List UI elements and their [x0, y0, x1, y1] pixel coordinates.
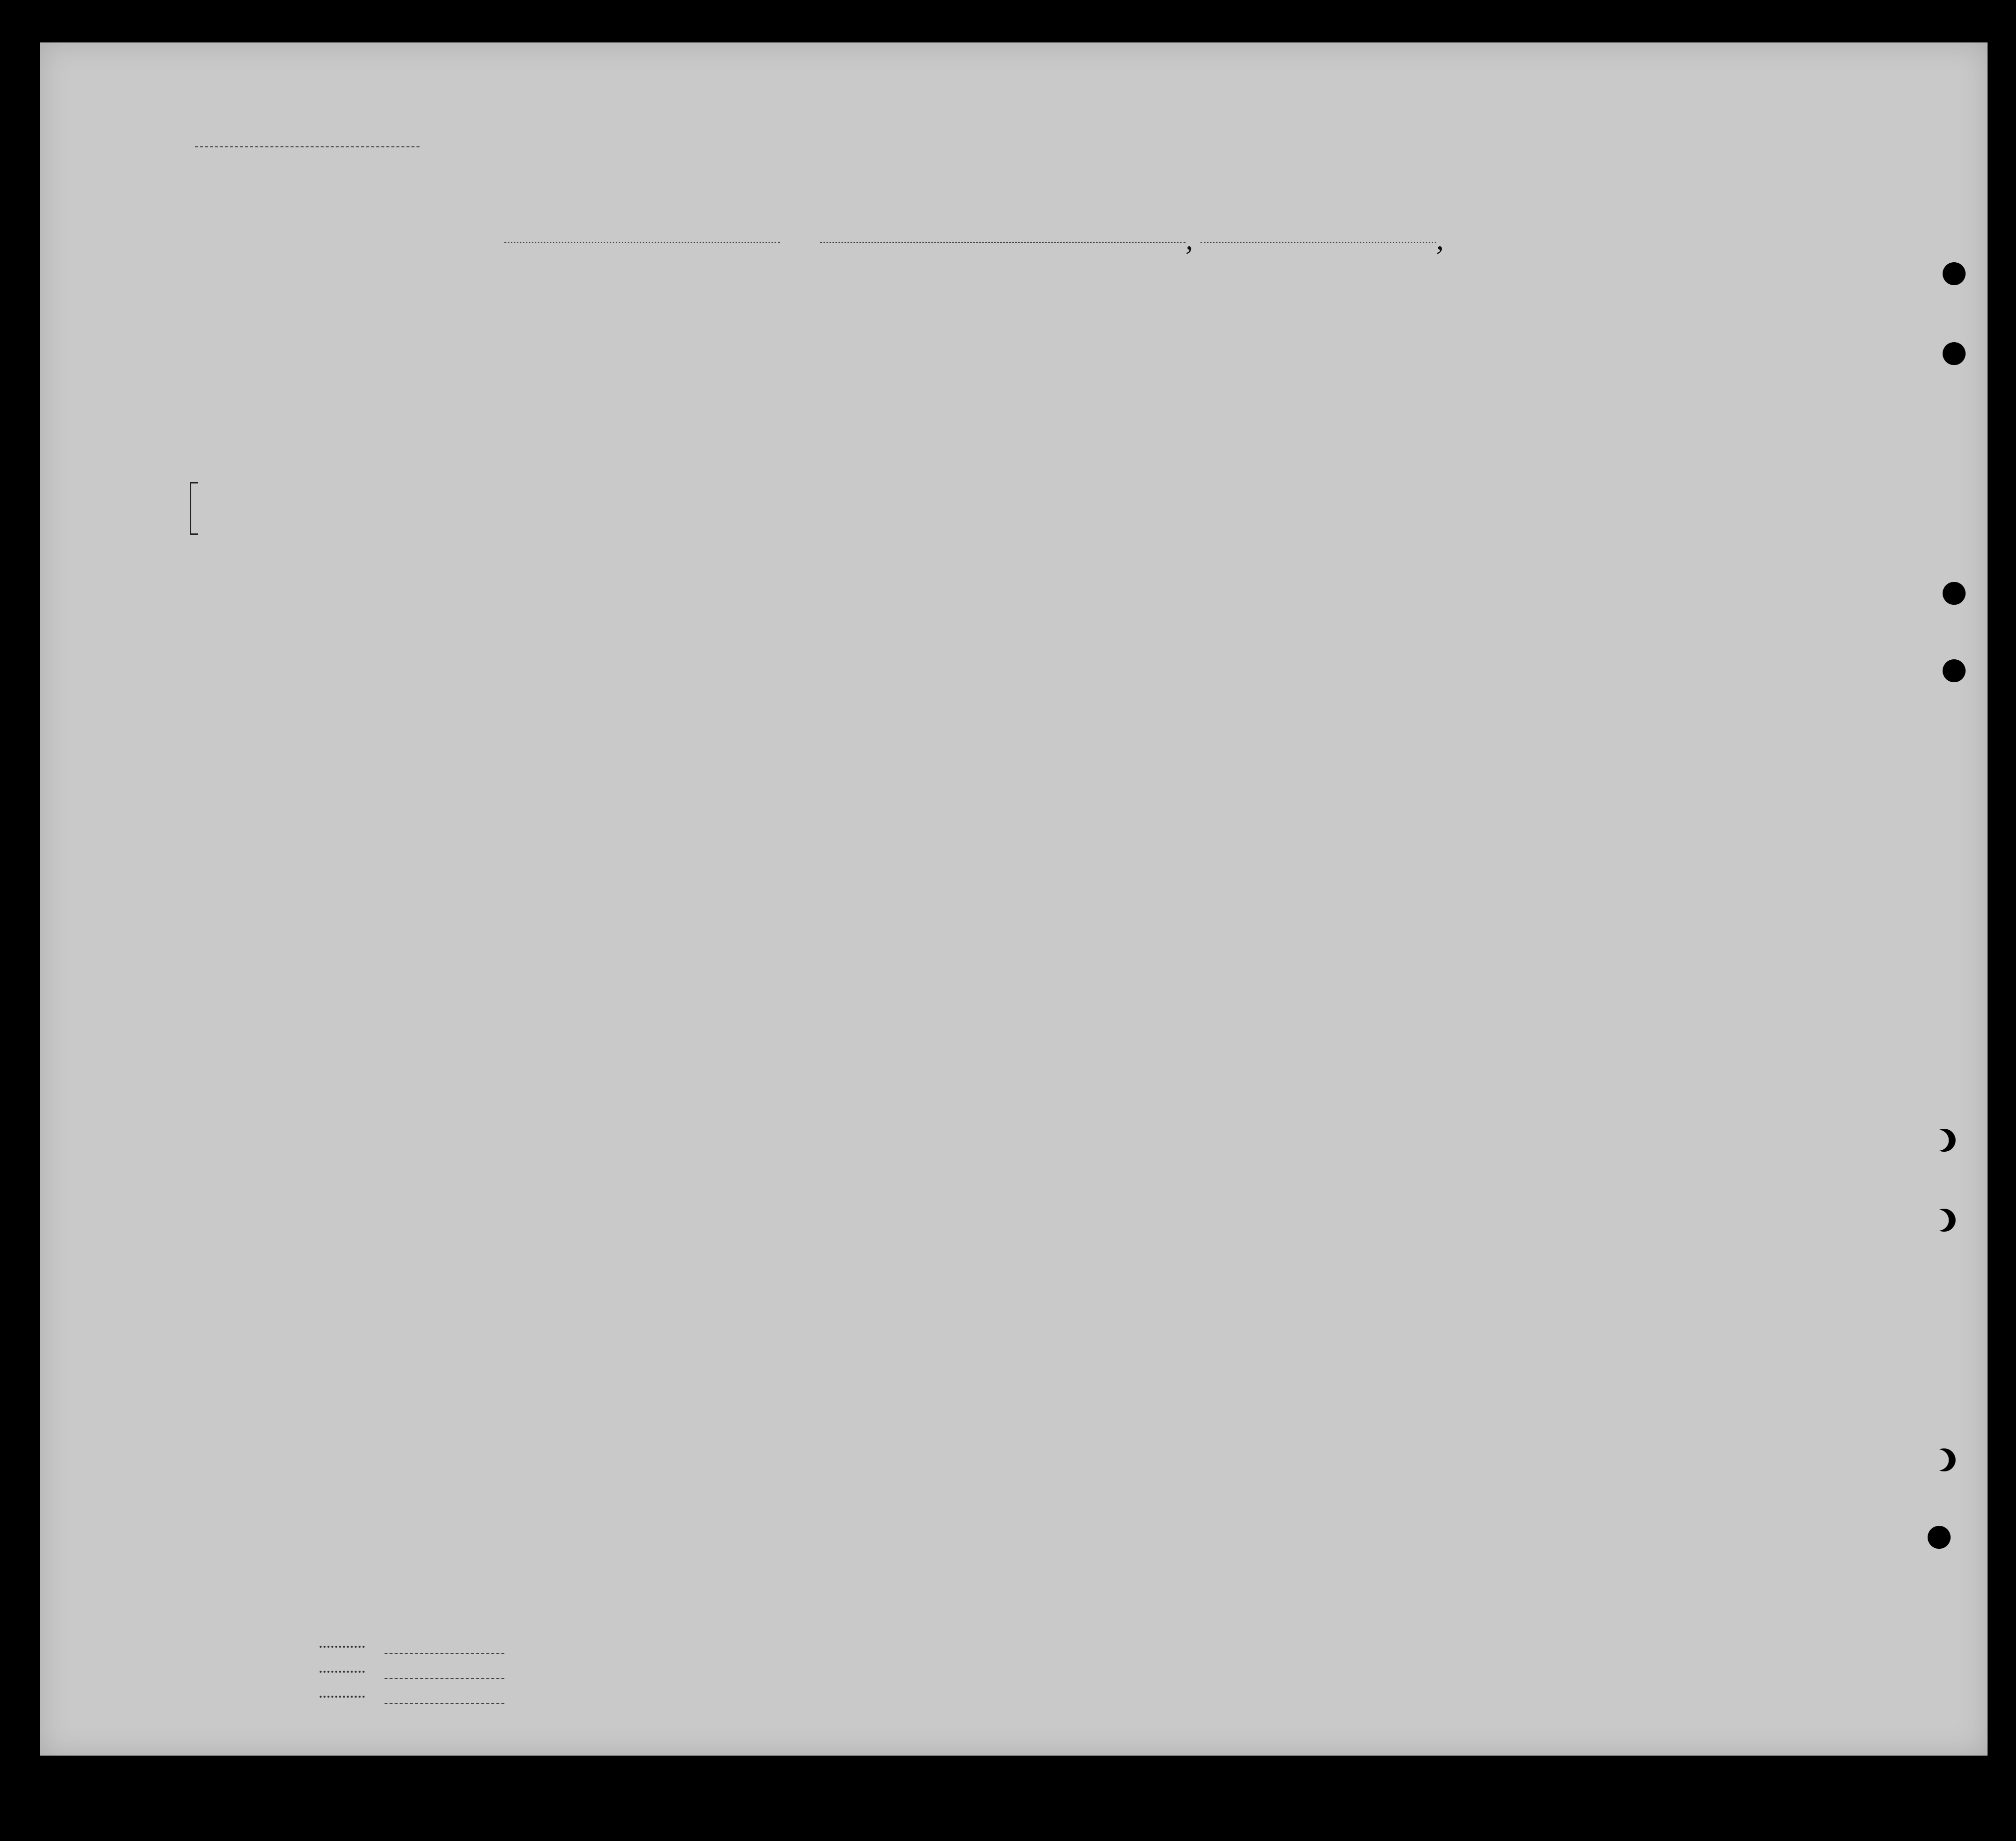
binder-hole	[1943, 342, 1966, 365]
binder-hole	[1943, 659, 1966, 682]
citizens-dots	[320, 1671, 365, 1673]
binder-hole	[1933, 1448, 1956, 1471]
voyage-line: , ,	[504, 222, 1444, 257]
binder-hole	[1928, 1526, 1951, 1549]
binder-hole	[1943, 262, 1966, 285]
citizens-line	[385, 1678, 504, 1679]
manifest-sheet	[40, 42, 1988, 1756]
aliens-dots	[320, 1696, 365, 1698]
binder-hole	[1933, 1209, 1956, 1232]
ruled-grid	[40, 42, 1988, 1756]
binder-hole	[1943, 582, 1966, 605]
total-dots	[320, 1646, 365, 1648]
bracket-mark	[190, 482, 198, 535]
aliens-line	[385, 1703, 504, 1704]
total-line	[385, 1653, 504, 1654]
binder-hole	[1933, 1129, 1956, 1152]
